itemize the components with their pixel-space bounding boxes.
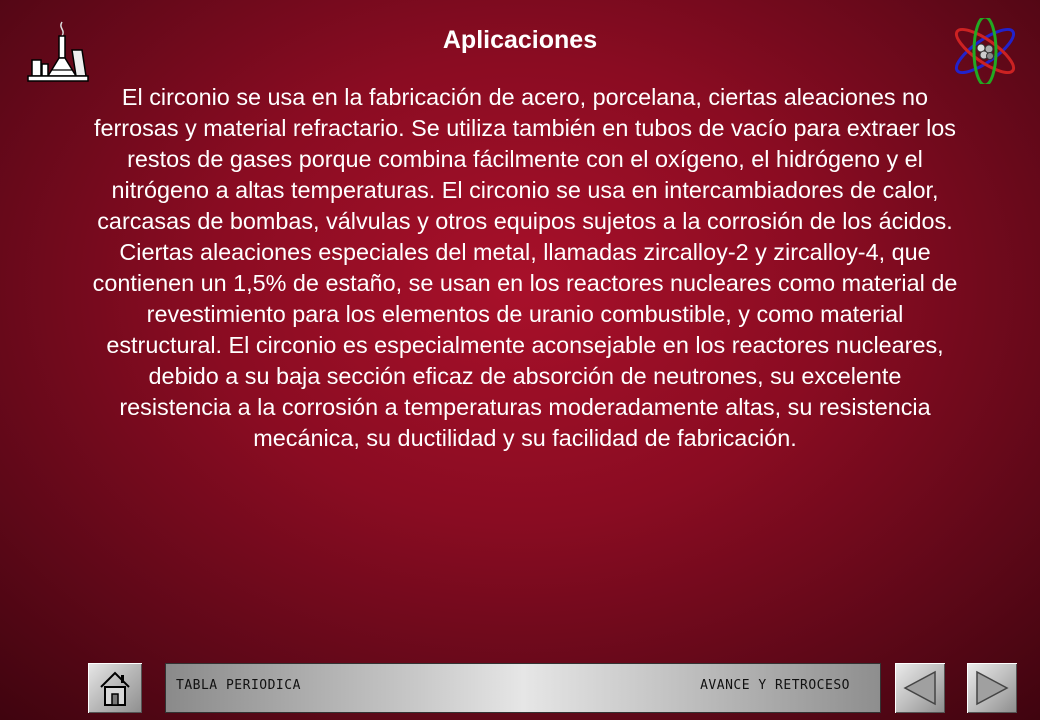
previous-button[interactable] xyxy=(895,663,945,713)
body-paragraph: El circonio se usa en la fabricación de acero, porcelana, ciertas aleaciones no ferrosas y material refractario. Se utiliza también en tubos de vacío para extraer los restos de gases porque combina fácilmente con el oxígeno, el hidrógeno y el nitrógeno a altas temperaturas. El circonio se usa en intercambiadores de calor, carcasas de bombas, válvulas y otros equipos sujetos a la corrosión de los ácidos. Ciertas aleaciones especiales del metal, llamadas zircalloy-2 y zircalloy-4, que contienen un 1,5% de estaño, se usan en los reactores nucleares como material de revestimiento para los elementos de uranio combustible, y como material estructural. El circonio es especialmente aconsejable en los reactores nucleares, debido a su baja sección eficaz de absorción de neutrones, su excelente resistencia a la corrosión a temperaturas moderadamente altas, su resistencia mecánica, su ductilidad y su facilidad de fabricación. xyxy=(92,84,958,451)
home-icon xyxy=(88,663,142,713)
page-title: Aplicaciones xyxy=(442,26,598,54)
arrow-right-icon xyxy=(967,663,1017,713)
atom-icon xyxy=(948,18,1022,84)
navigation-bar xyxy=(165,663,881,713)
periodic-table-link[interactable]: TABLA PERIODICA xyxy=(176,678,301,693)
home-button[interactable] xyxy=(88,663,142,713)
next-button[interactable] xyxy=(967,663,1017,713)
forward-backward-label[interactable]: AVANCE Y RETROCESO xyxy=(700,678,850,693)
arrow-left-icon xyxy=(895,663,945,713)
